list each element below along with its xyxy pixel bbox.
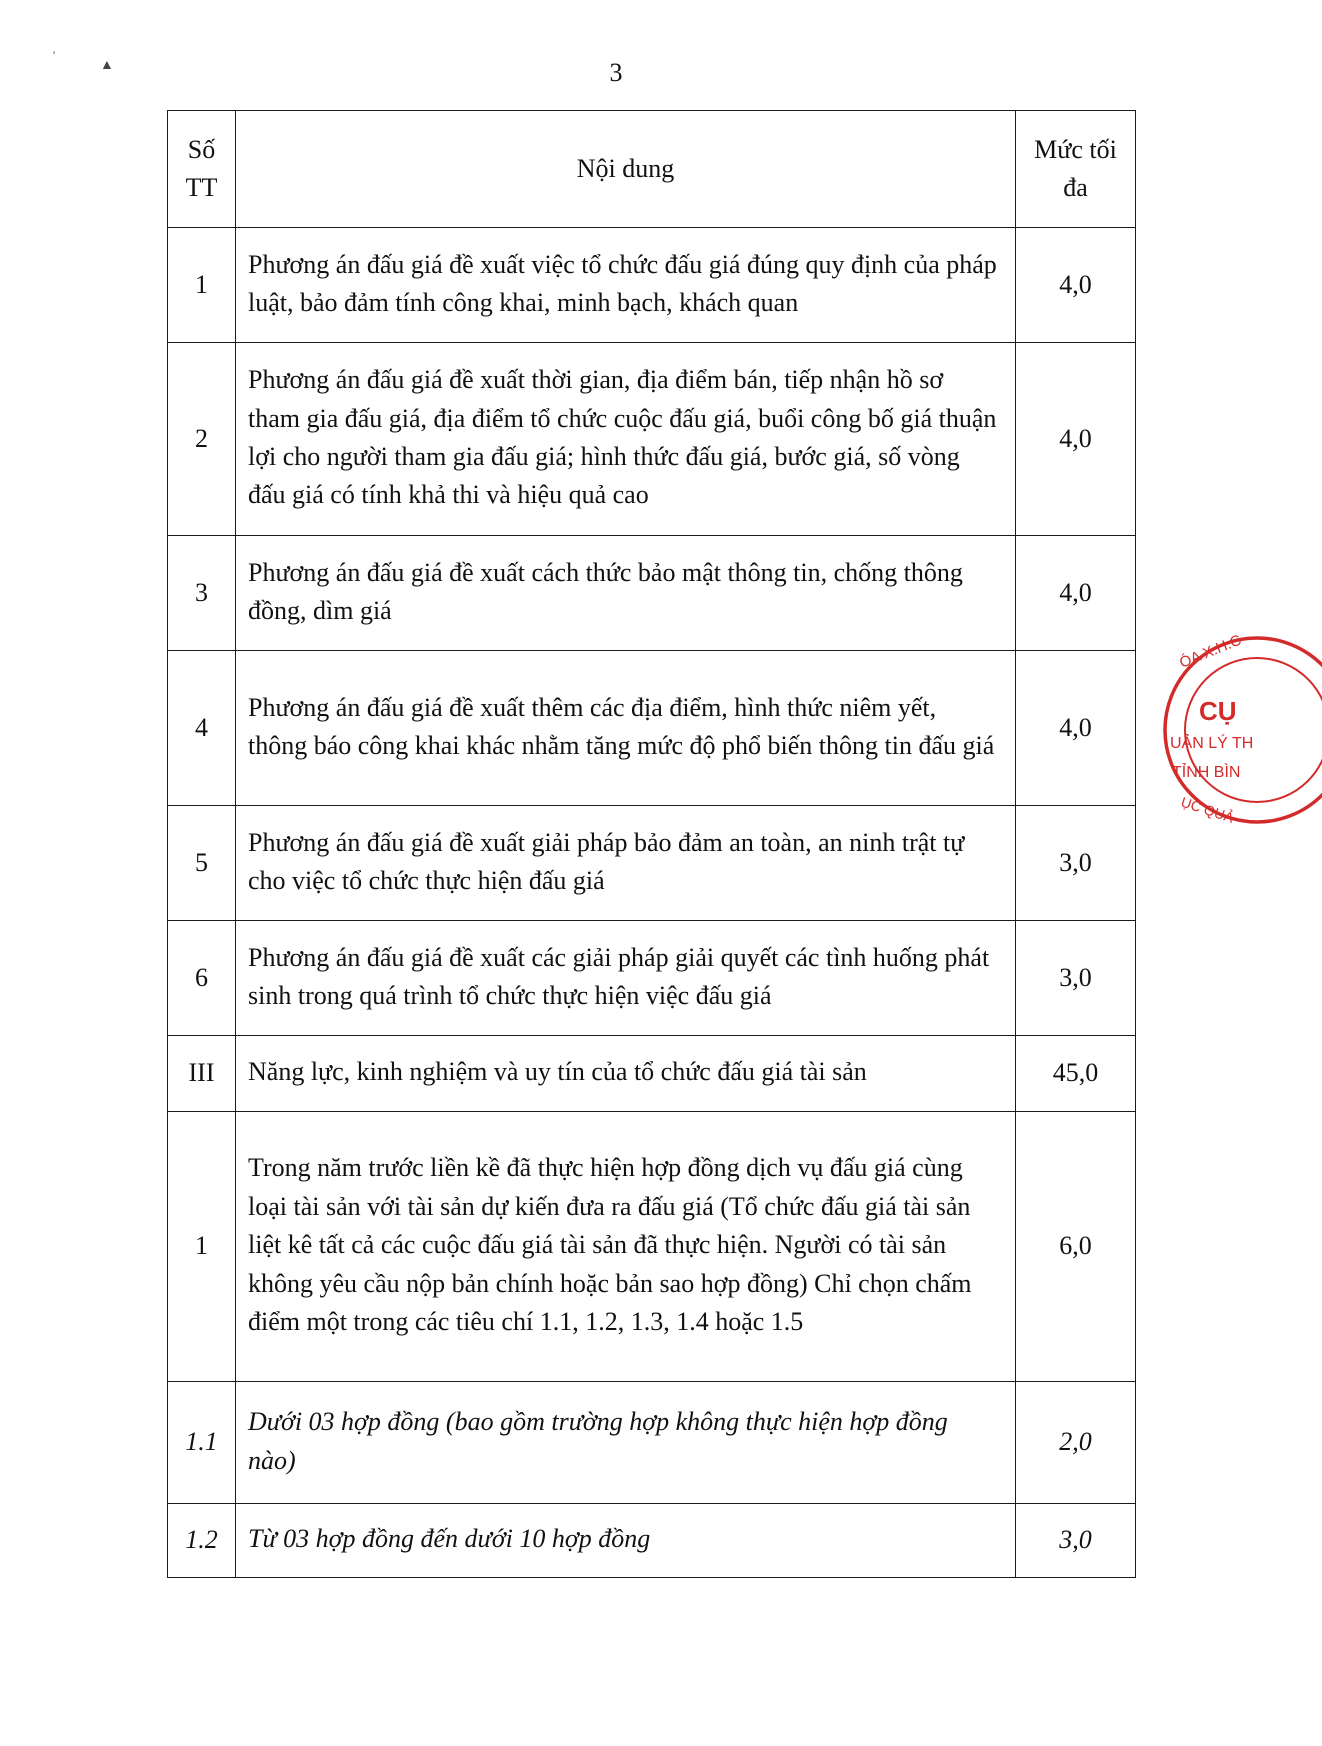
table-row: [168, 228, 1136, 343]
criteria-table: [167, 110, 1136, 1578]
table-header-row: [168, 111, 1136, 228]
row-max-score: 6,0: [1016, 1112, 1136, 1382]
row-number: 4: [168, 651, 236, 806]
table-row: [168, 651, 1136, 806]
row-max-score: 3,0: [1016, 1504, 1136, 1578]
stamp-bottom-text: ỤC QUẢ: [1179, 793, 1236, 826]
stamp-ring-text: ÓA X.H.C: [1177, 631, 1244, 672]
stamp-center-line-2: UẢN LÝ TH: [1170, 735, 1254, 752]
table-row: [168, 536, 1136, 651]
scan-speck: ': [53, 48, 56, 62]
row-number: 6: [168, 921, 236, 1036]
row-number: 3: [168, 536, 236, 651]
header-no: Số TT: [168, 111, 236, 228]
row-content: Dưới 03 hợp đồng (bao gồm trường hợp không thực hiện hợp đồng nào): [236, 1382, 1016, 1504]
row-content: Phương án đấu giá đề xuất thời gian, địa điểm bán, tiếp nhận hồ sơ tham gia đấu giá, địa điểm tổ chức cuộc đấu giá, buổi công bố giá thuận lợi cho người tham gia đấu giá; hình thức đấu giá, bước giá, số vòng đấu giá có tính khả thi và hiệu quả cao: [236, 343, 1016, 536]
stamp-center-line-1: CỤ: [1199, 696, 1237, 726]
row-content: Trong năm trước liền kề đã thực hiện hợp đồng dịch vụ đấu giá cùng loại tài sản với tài sản dự kiến đưa ra đấu giá (Tổ chức đấu giá tài sản liệt kê tất cả các cuộc đấu giá tài sản đã thực hiện. Người có tài sản không yêu cầu nộp bản chính hoặc bản sao hợp đồng) Chỉ chọn chấm điểm một trong các tiêu chí 1.1, 1.2, 1.3, 1.4 hoặc 1.5: [236, 1112, 1016, 1382]
row-content: Phương án đấu giá đề xuất cách thức bảo mật thông tin, chống thông đồng, dìm giá: [236, 536, 1016, 651]
row-content: Từ 03 hợp đồng đến dưới 10 hợp đồng: [236, 1504, 1016, 1578]
row-number: 5: [168, 806, 236, 921]
row-content: Phương án đấu giá đề xuất thêm các địa điểm, hình thức niêm yết, thông báo công khai khác nhằm tăng mức độ phổ biến thông tin đấu giá: [236, 651, 1016, 806]
row-number: 1: [168, 1112, 236, 1382]
row-number: 1.2: [168, 1504, 236, 1578]
header-content: Nội dung: [236, 111, 1016, 228]
row-max-score: 4,0: [1016, 343, 1136, 536]
table-row: [168, 343, 1136, 536]
row-number: 2: [168, 343, 236, 536]
table-row: [168, 1382, 1136, 1504]
official-stamp: [1162, 620, 1322, 840]
row-number: 1.1: [168, 1382, 236, 1504]
row-max-score: 45,0: [1016, 1036, 1136, 1112]
row-max-score: 4,0: [1016, 651, 1136, 806]
table-row: [168, 1112, 1136, 1382]
row-content: Phương án đấu giá đề xuất giải pháp bảo đảm an toàn, an ninh trật tự cho việc tổ chức thực hiện đấu giá: [236, 806, 1016, 921]
table-row: [168, 1504, 1136, 1578]
row-max-score: 4,0: [1016, 536, 1136, 651]
row-number: III: [168, 1036, 236, 1112]
page-number: 3: [609, 58, 623, 87]
table-row: [168, 806, 1136, 921]
stamp-center-line-3: TỈNH BÌN: [1172, 764, 1241, 781]
table-row: [168, 1036, 1136, 1112]
row-content: Phương án đấu giá đề xuất các giải pháp giải quyết các tình huống phát sinh trong quá trình tổ chức thực hiện việc đấu giá: [236, 921, 1016, 1036]
row-max-score: 4,0: [1016, 228, 1136, 343]
row-content: Phương án đấu giá đề xuất việc tổ chức đấu giá đúng quy định của pháp luật, bảo đảm tính công khai, minh bạch, khách quan: [236, 228, 1016, 343]
table-row: [168, 921, 1136, 1036]
row-number: 1: [168, 228, 236, 343]
row-max-score: 3,0: [1016, 806, 1136, 921]
row-max-score: 2,0: [1016, 1382, 1136, 1504]
row-max-score: 3,0: [1016, 921, 1136, 1036]
row-content: Năng lực, kinh nghiệm và uy tín của tổ chức đấu giá tài sản: [236, 1036, 1016, 1112]
scan-speck: ▲: [100, 58, 114, 73]
header-max: Mức tối đa: [1016, 111, 1136, 228]
